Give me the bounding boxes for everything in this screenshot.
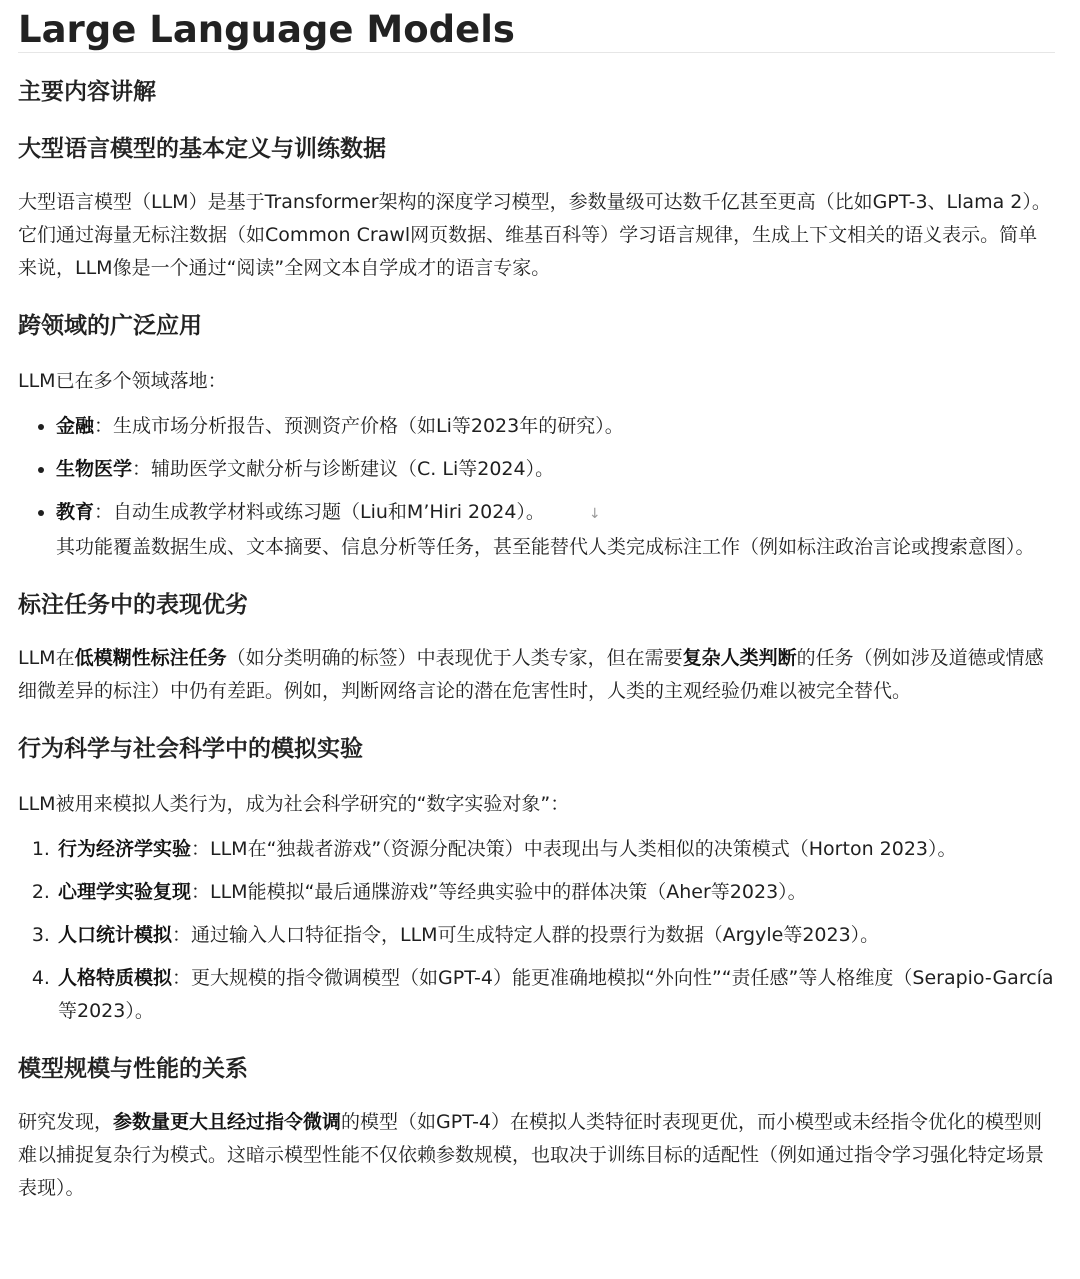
down-arrow-icon: ↓ — [588, 506, 601, 522]
applications-list — [18, 410, 1055, 564]
section-title-annotation: 标注任务中的表现优劣 — [18, 592, 248, 618]
section-title-applications: 跨领域的广泛应用 — [18, 313, 202, 339]
list-item-text: ：通过输入人口特征指令，LLM可生成特定人群的投票行为数据（Argyle等2023）。 — [172, 924, 880, 946]
list-item-note: 其功能覆盖数据生成、文本摘要、信息分析等任务，甚至能替代人类完成标注工作（例如标注政治言论或搜索意图）。 — [56, 536, 1035, 558]
list-item-text: ：自动生成教学材料或练习题（Liu和M’Hiri 2024）。 — [94, 501, 545, 523]
main-heading: 主要内容讲解 — [18, 79, 156, 105]
list-item-text: ：LLM在“独裁者游戏”（资源分配决策）中表现出与人类相似的决策模式（Horton 2023）。 — [191, 838, 957, 860]
section-paragraph-definition: 大型语言模型（LLM）是基于Transformer架构的深度学习模型，参数量级可达数千亿甚至更高（比如GPT-3、Llama 2）。它们通过海量无标注数据（如Common Crawl网页数据、维基百科等）学习语言规律，生成上下文相关的语义表示。简单来说，LLM像是一个通过“阅读”全网文本自学成才的语言专家。 — [18, 191, 1051, 279]
list-item — [56, 919, 1055, 952]
section-title-scale: 模型规模与性能的关系 — [18, 1056, 248, 1082]
simulation-list — [18, 833, 1055, 1028]
list-item-term: 生物医学 — [56, 458, 133, 480]
list-item — [56, 496, 1055, 564]
section-paragraph-scale: 研究发现，参数量更大且经过指令微调的模型（如GPT-4）在模拟人类特征时表现更优，而小模型或未经指令优化的模型则难以捕捉复杂行为模式。这暗示模型性能不仅依赖参数规模，也取决于训练目标的适配性（例如通过指令学习强化特定场景表现）。 — [18, 1111, 1045, 1199]
document-title: Large Language Models — [18, 0, 1055, 53]
section-paragraph-annotation: LLM在低模糊性标注任务（如分类明确的标签）中表现优于人类专家，但在需要复杂人类判断的任务（例如涉及道德或情感细微差异的标注）中仍有差距。例如，判断网络言论的潜在危害性时，人类的主观经验仍难以被完全替代。 — [18, 647, 1044, 702]
list-item-term: 金融 — [56, 415, 95, 437]
section-title-simulation: 行为科学与社会科学中的模拟实验 — [18, 736, 363, 762]
list-item — [56, 410, 1055, 443]
list-item — [56, 876, 1055, 909]
section-intro-applications: LLM已在多个领域落地： — [18, 370, 227, 392]
list-item-term: 心理学实验复现 — [58, 881, 192, 903]
list-item — [56, 453, 1055, 486]
list-item-term: 人口统计模拟 — [58, 924, 173, 946]
list-item — [56, 833, 1055, 866]
list-item-text: ：辅助医学文献分析与诊断建议（C. Li等2024）。 — [132, 458, 555, 480]
list-item-text: ：生成市场分析报告、预测资产价格（如Li等2023年的研究）。 — [94, 415, 624, 437]
section-title-definition: 大型语言模型的基本定义与训练数据 — [18, 136, 386, 162]
section-intro-simulation: LLM被用来模拟人类行为，成为社会科学研究的“数字实验对象”： — [18, 793, 570, 815]
list-item-text: ：LLM能模拟“最后通牒游戏”等经典实验中的群体决策（Aher等2023）。 — [191, 881, 807, 903]
list-item-term: 人格特质模拟 — [58, 967, 173, 989]
list-item — [56, 962, 1055, 1028]
list-item-text: ：更大规模的指令微调模型（如GPT-4）能更准确地模拟“外向性”“责任感”等人格维度（Serapio-García等2023）。 — [58, 967, 1054, 1022]
list-item-term: 教育 — [56, 501, 95, 523]
list-item-term: 行为经济学实验 — [58, 838, 192, 860]
